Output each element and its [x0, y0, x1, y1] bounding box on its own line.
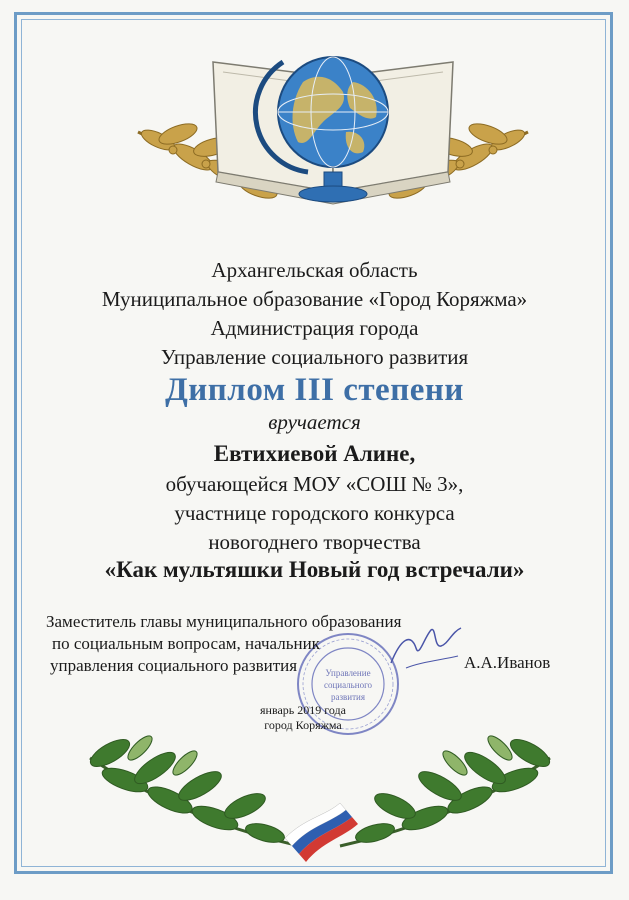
issue-city: город Коряжма [264, 718, 342, 732]
organization-header [0, 256, 629, 372]
presented-label: вручается [268, 410, 361, 434]
department-line: Управление социального развития [160, 345, 469, 369]
signer-line-2: по социальным вопросам, начальник [52, 634, 320, 653]
signer-position [46, 611, 476, 677]
issue-date: январь 2019 года [260, 703, 346, 717]
municipality-line: Муниципальное образование «Город Коряжма» [101, 287, 528, 311]
olive-branches-with-flag-ribbon-icon [70, 718, 570, 868]
recipient-name: Евтихиевой Алине, [213, 441, 416, 466]
stamp-text-line-3: развития [330, 692, 366, 702]
signer-line-1: Заместитель главы муниципального образования [46, 612, 402, 631]
stamp-text-line-2: социального [323, 680, 373, 690]
diploma-title: Диплом III степени [165, 372, 464, 408]
stamp-text-line-1: Управление [325, 668, 371, 678]
recipient-description [0, 470, 629, 557]
contest-name: «Как мультяшки Новый год встречали» [104, 557, 525, 582]
signer-name: А.А.Иванов [464, 653, 551, 672]
region-line: Архангельская область [211, 258, 418, 282]
creativity-line: новогоднего творчества [208, 530, 421, 554]
administration-line: Администрация города [210, 316, 419, 340]
school-line: обучающейся МОУ «СОШ № 3», [165, 472, 464, 496]
participant-line: участнице городского конкурса [174, 501, 455, 525]
signer-line-3: управления социального развития [50, 656, 298, 675]
globe-on-book-with-laurel-icon [118, 22, 548, 237]
